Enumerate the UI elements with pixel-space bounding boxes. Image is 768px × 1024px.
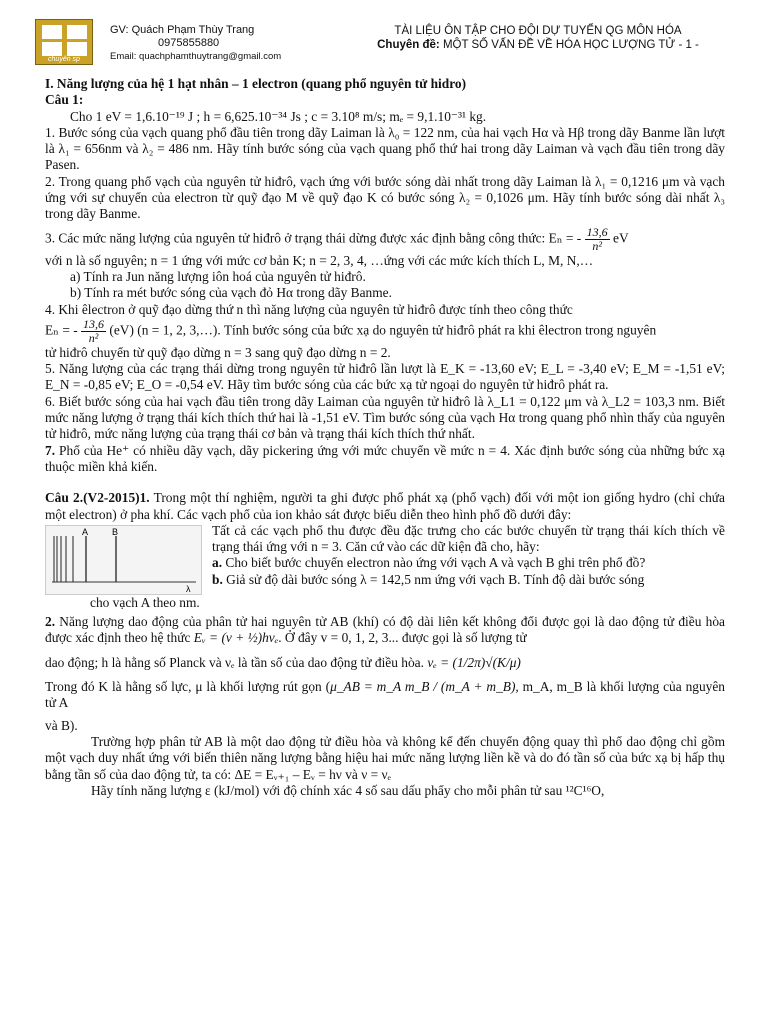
logo-block-icon	[67, 42, 87, 56]
logo	[35, 19, 93, 65]
question-1-title: Câu 1:	[45, 92, 84, 108]
question-2-part2-f: và B).	[45, 717, 78, 733]
logo-block-icon	[42, 42, 62, 56]
q1-item-7	[45, 443, 725, 476]
emission-spectrum-figure	[45, 525, 202, 595]
logo-caption: chuyên sp	[48, 56, 80, 63]
spectrum-axis-label: λ	[186, 583, 191, 594]
question-2-part4: Hãy tính năng lượng ε (kJ/mol) với độ chính xác 4 số sau dấu phẩy cho mỗi phân tử sau ¹²C¹⁶O,	[91, 782, 605, 798]
question-2-text: Trong một thí nghiệm, người ta ghi được phổ phát xạ (phổ vạch) đối với một ion giống hydro (chỉ chứa một electron) ở pha khí. Các vạch phổ của ion khảo sát được biểu diễn theo hình phổ đồ dưới đây:	[45, 490, 725, 522]
part2-text-b: . Ở đây v = 0, 1, 2, 3... được gọi là số lượng tử	[278, 630, 527, 646]
q1-item-3a: a) Tính ra Jun năng lượng iôn hoá của nguyên tử hiđrô.	[70, 268, 366, 284]
q1-item-5: 5. Năng lượng của các trạng thái dừng trong nguyên tử hiđrô lần lượt là E_K = -13,60 eV; E_L = -3,40 eV; E_M = -1,51 eV; E_N = -0,85 eV; E_O = -0,54 eV. Hãy tìm bước sóng của các bức xạ tử ngoại do nguyên tử hiđrô phát ra.	[45, 361, 725, 393]
vibration-energy-formula: Eᵥ = (v + ½)hνₑ	[193, 630, 279, 646]
teacher-name: GV: Quách Phạm Thùy Trang	[110, 24, 255, 36]
q1-item-4: 4. Khi êlectron ở quỹ đạo dừng thứ n thì năng lượng của nguyên tử hiđrô được tính theo công thức	[45, 301, 573, 317]
energy-fraction-2	[81, 318, 106, 345]
question-2-intro	[45, 490, 725, 523]
spectrum-label-a: A	[82, 526, 89, 537]
energy-unit: eV	[613, 230, 629, 246]
frequency-formula: νₑ = (1/2π)√(K/μ)	[427, 654, 521, 670]
question-2a-text: Cho biết bước chuyển electron nào ứng với vạch A và vạch B ghi trên phổ đồ?	[225, 555, 646, 571]
q1-item-7-text: Phổ của He⁺ có nhiều dãy vạch, dãy pickering ứng với mức chuyển về mức n = 4. Xác định bước sóng của những bức xạ thuộc miền khả kiến.	[45, 442, 725, 474]
question-2-title: Câu 2.(V2-2015)1.	[45, 490, 150, 506]
teacher-email: Email: quachphamthuytrang@gmail.com	[110, 51, 282, 62]
logo-block-icon	[42, 25, 62, 39]
part2-text-e: , m_A, m_B là khối lượng của nguyên tử A	[45, 679, 725, 711]
q1-item-7-number: 7.	[45, 442, 56, 458]
part2-number: 2.	[45, 614, 56, 630]
q1-item-4-formula	[45, 318, 725, 345]
part2-text-d: Trong đó K là hằng số lực, μ là khối lượng rút gọn (	[45, 679, 331, 695]
spectrum-description: Tất cả các vạch phổ thu được đều đặc trưng cho các bước chuyển từ trạng thái kích thích về trạng thái ứng với n = 3. Căn cứ vào các dữ kiện đã cho, hãy:	[212, 522, 725, 555]
doc-header	[358, 24, 718, 52]
q1-item-2: 2. Trong quang phổ vạch của nguyên tử hiđrô, vạch ứng với bước sóng dài nhất trong dãy Laiman là λ₁ = 0,1216 μm và vạch ứng với sự chuyển của electron từ quỹ đạo M về quỹ đạo K có bước sóng λ₂ = 0,1026 μm. Hãy tính bước sóng dài nhất λ₃ trong dãy Banme.	[45, 173, 725, 222]
reduced-mass-formula: μ_AB = m_A m_B / (m_A + m_B)	[330, 679, 516, 695]
fraction-numerator: 13,6	[83, 316, 105, 331]
q1-item-4-text: (eV) (n = 1, 2, 3,…). Tính bước sóng của bức xạ do nguyên tử hiđrô phát ra khi êlectron trong nguyên	[109, 322, 657, 338]
q1-item-3	[45, 226, 725, 253]
part2-text-c: dao động; h là hằng số Planck và νₑ là tần số của dao động tử điều hòa.	[45, 654, 424, 670]
q1-item-6: 6. Biết bước sóng của hai vạch đầu tiên trong dãy Laiman của nguyên tử hiđrô là λ_L1 = 0,122 μm và λ_L2 = 103,3 nm. Biết mức năng lượng ở trạng thái kích thích thứ hai là -1,51 eV. Tìm bước sóng của vạch Hα trong quang phổ nhìn thấy của nguyên tử hiđrô, mức năng lượng của trạng thái cơ bản và trạng thái kích thích thứ nhất.	[45, 393, 725, 442]
teacher-info	[110, 24, 281, 63]
question-2a-label: a.	[212, 555, 223, 571]
fraction-denominator: n²	[592, 238, 602, 253]
topic-text: MỘT SỐ VẤN ĐỀ VỀ HÓA HỌC LƯỢNG TỬ	[442, 39, 676, 51]
doc-title: TÀI LIỆU ÔN TẬP CHO ĐỘI DỰ TUYỂN QG MÔN HÓA	[394, 25, 682, 37]
fraction-numerator: 13,6	[586, 224, 608, 239]
question-2b-cont: cho vạch A theo nm.	[90, 594, 200, 610]
q1-item-1: 1. Bước sóng của vạch quang phổ đầu tiên trong dãy Laiman là λ₀ = 122 nm, của hai vạch Hα và Hβ trong dãy Banme lần lượt là λ₁ = 656nm và λ₂ = 486 nm. Hãy tính bước sóng của vạch quang phổ thứ hai trong dãy Laiman và vạch đầu tiên trong dãy Pasen.	[45, 124, 725, 173]
question-2b-label: b.	[212, 571, 223, 587]
logo-block-icon	[67, 25, 87, 39]
question-2-part2-c	[45, 655, 725, 671]
q1-item-4-cont: tử hiđrô chuyển từ quỹ đạo dừng n = 3 sang quỹ đạo dừng n = 2.	[45, 344, 391, 360]
fraction-denominator: n²	[88, 330, 99, 345]
topic-label: Chuyên đề:	[377, 39, 440, 51]
doc-topic	[358, 38, 718, 52]
teacher-phone: 0975855880	[158, 37, 220, 49]
energy-fraction	[585, 226, 610, 253]
q1-item-3-text: 3. Các mức năng lượng của nguyên tử hiđrô ở trạng thái dừng được xác định bằng công thức: Eₙ = -	[45, 230, 582, 246]
question-2-part2-d	[45, 679, 725, 712]
page-number: - 1 -	[678, 39, 699, 51]
spectrum-svg	[46, 526, 201, 594]
part2-text: Năng lượng dao động của phân tử hai nguyên tử AB (khí) có độ dài liên kết không đổi được gọi là dao động tử điều hòa được xác định theo hệ thức	[45, 614, 725, 646]
spectrum-label-b: B	[112, 526, 119, 537]
document-body	[45, 76, 725, 799]
q1-item-3-cont: với n là số nguyên; n = 1 ứng với mức cơ bản K; n = 2, 3, 4, …ứng với các mức kích thích L, M, N,…	[45, 252, 594, 268]
constants-line: Cho 1 eV = 1,6.10⁻¹⁹ J ; h = 6,625.10⁻³⁴ Js ; c = 3.10⁸ m/s; mₑ = 9,1.10⁻³¹ kg.	[70, 108, 487, 124]
section-heading: I. Năng lượng của hệ 1 hạt nhân – 1 electron (quang phổ nguyên tử hidro)	[45, 76, 467, 91]
q1-item-3b: b) Tính ra mét bước sóng của vạch đỏ Hα trong dãy Banme.	[70, 285, 392, 301]
question-2-part3: Trường hợp phân tử AB là một dao động tử điều hòa và không kể đến chuyển động quay thì phổ dao động chỉ gồm một vạch duy nhất ứng với biến thiên năng lượng bằng hiệu hai mức năng lượng liền kề và do đó tần số của bức xạ bị hấp thụ bằng tần số của dao động tử, ta có: ΔE = Eᵥ₊₁ – Eᵥ = hν và ν = νₑ	[45, 733, 725, 782]
question-2b-text: Giả sử độ dài bước sóng λ = 142,5 nm ứng với vạch B. Tính độ dài bước sóng	[226, 571, 645, 587]
question-2-part2	[45, 614, 725, 647]
q1-item-4-e: Eₙ = -	[45, 322, 78, 338]
